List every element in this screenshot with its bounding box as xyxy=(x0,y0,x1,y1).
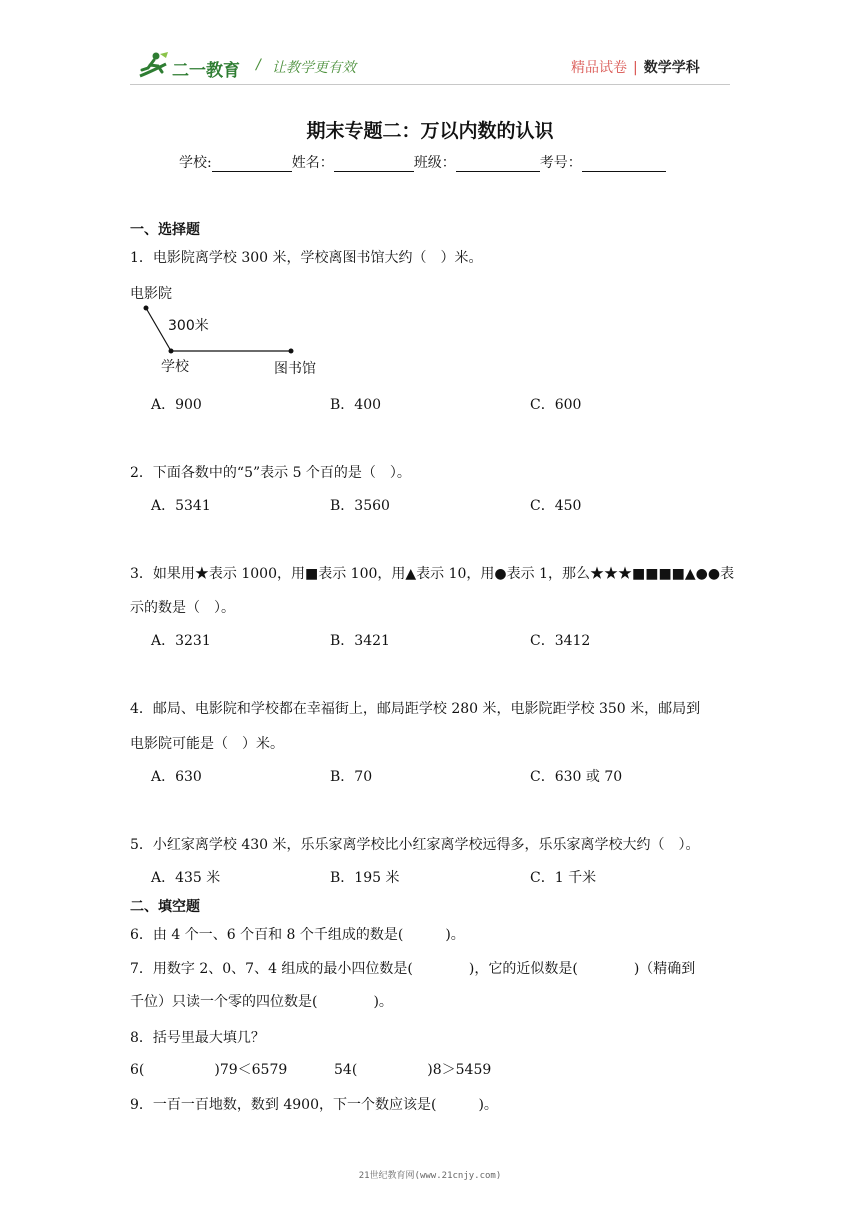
exam-no-label: 考号： xyxy=(539,155,582,171)
school-blank xyxy=(212,157,292,172)
q5-option-a: A．435 米 xyxy=(151,870,221,886)
distance-diagram xyxy=(140,302,310,362)
q2-option-a: A．5341 xyxy=(151,498,211,514)
diagram-label-cinema: 电影院 xyxy=(130,286,172,302)
header-separator: | xyxy=(633,60,638,76)
logo xyxy=(136,50,246,80)
question-3-line-2: 示的数是（ ）。 xyxy=(130,600,235,616)
header-label-premium: 精品试卷 xyxy=(571,60,627,76)
diagram-label-distance: 300米 xyxy=(168,318,209,334)
section-choice-title: 一、选择题 xyxy=(130,222,200,238)
header-subject xyxy=(571,57,700,77)
question-4-line-2: 电影院可能是（ ）米。 xyxy=(130,736,284,752)
slogan: 让教学更有效 xyxy=(272,60,356,76)
q3-option-b: B．3421 xyxy=(330,633,390,649)
question-8-item-a: 6( )79＜6579 xyxy=(130,1062,288,1078)
q4-option-b: B．70 xyxy=(330,769,373,785)
q3-option-c: C．3412 xyxy=(530,633,591,649)
slogan-slash: / xyxy=(256,57,261,73)
question-1: 1．电影院离学校 300 米，学校离图书馆大约（ ）米。 xyxy=(130,250,483,266)
school-label: 学校: xyxy=(179,155,212,171)
class-label: 班级： xyxy=(413,155,456,171)
q3-option-a: A．3231 xyxy=(151,633,211,649)
runner-logo-icon xyxy=(136,50,170,80)
page-title: 期末专题二：万以内数的认识 xyxy=(306,120,554,142)
name-blank xyxy=(334,157,414,172)
q5-option-c: C．1 千米 xyxy=(530,870,597,886)
section-fill-title: 二、填空题 xyxy=(130,899,200,915)
logo-text: 二一教育 xyxy=(172,61,240,81)
q2-option-c: C．450 xyxy=(530,498,582,514)
page-footer: 21世纪教育网(www.21cnjy.com) xyxy=(358,1171,502,1181)
question-6: 6．由 4 个一、6 个百和 8 个千组成的数是( )。 xyxy=(130,927,465,943)
header-label-subject: 数学学科 xyxy=(643,60,700,76)
name-label: 姓名： xyxy=(291,155,334,171)
q4-option-c: C．630 或 70 xyxy=(530,769,623,785)
q1-option-b: B．400 xyxy=(330,397,382,413)
question-9: 9．一百一百地数，数到 4900，下一个数应该是( )。 xyxy=(130,1097,498,1113)
library-point xyxy=(289,349,294,354)
question-8-item-b: 54( )8＞5459 xyxy=(334,1062,492,1078)
q1-option-c: C．600 xyxy=(530,397,582,413)
question-7-line-2: 千位）只读一个零的四位数是( )。 xyxy=(130,994,393,1010)
q4-option-a: A．630 xyxy=(151,769,202,785)
header-divider xyxy=(130,84,730,85)
question-3-line-1: 3．如果用★表示 1000，用■表示 100，用▲表示 10，用●表示 1，那么★★★■■■■▲●●表 xyxy=(130,566,735,582)
question-7-line-1: 7．用数字 2、0、7、4 组成的最小四位数是( )，它的近似数是( )（精确到 xyxy=(130,961,696,977)
question-4-line-1: 4．邮局、电影院和学校都在幸福街上，邮局距学校 280 米，电影院距学校 350 米，邮局到 xyxy=(130,701,701,717)
class-blank xyxy=(456,157,540,172)
diagram-label-library: 图书馆 xyxy=(274,361,316,377)
q1-option-a: A．900 xyxy=(151,397,202,413)
q2-option-b: B．3560 xyxy=(330,498,390,514)
question-2: 2．下面各数中的“5”表示 5 个百的是（ ）。 xyxy=(130,465,411,481)
student-info xyxy=(179,152,666,172)
exam-no-blank xyxy=(582,157,666,172)
question-5: 5．小红家离学校 430 米，乐乐家离学校比小红家离学校远得多，乐乐家离学校大约（ ）。 xyxy=(130,837,700,853)
diagram-label-school: 学校 xyxy=(161,359,189,375)
question-8: 8．括号里最大填几？ xyxy=(130,1030,265,1046)
q5-option-b: B．195 米 xyxy=(330,870,400,886)
